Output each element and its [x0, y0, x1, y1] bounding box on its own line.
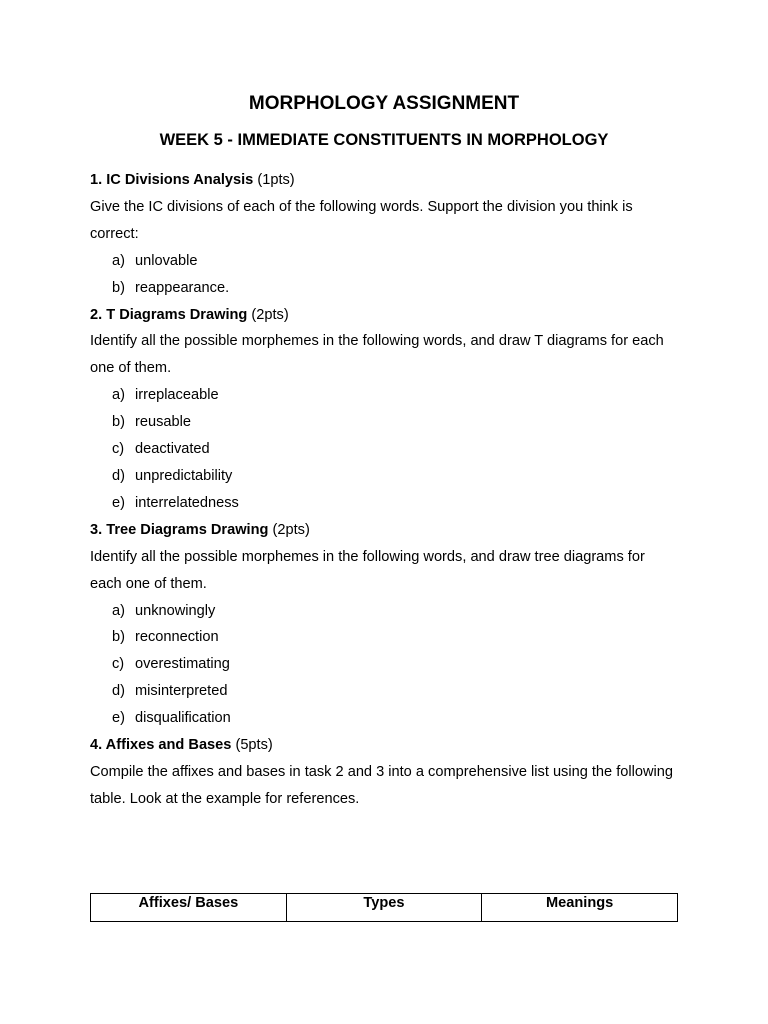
- table-header-row: [91, 894, 678, 922]
- list-item: [90, 624, 680, 651]
- list-marker: a): [112, 252, 125, 269]
- column-header-meanings: Meanings: [482, 894, 678, 922]
- list-marker: b): [112, 629, 125, 646]
- list-word: reusable: [135, 414, 191, 431]
- list-marker: b): [112, 279, 125, 296]
- list-item: [90, 705, 680, 732]
- section-1: [90, 167, 680, 302]
- list-item: [90, 678, 680, 705]
- list-marker: a): [112, 602, 125, 619]
- column-header-types: Types: [286, 894, 482, 922]
- document-title: MORPHOLOGY ASSIGNMENT: [248, 93, 520, 114]
- list-marker: e): [112, 494, 125, 511]
- list-item: [90, 248, 680, 275]
- section-points: (1pts): [253, 172, 295, 188]
- list-item: [90, 409, 680, 436]
- section-heading: [90, 302, 680, 329]
- list-word: irreplaceable: [135, 387, 219, 404]
- section-heading: [90, 167, 680, 194]
- list-marker: a): [112, 387, 125, 404]
- section-instruction: Identify all the possible morphemes in the following words, and draw tree diagrams for each one of them.: [90, 548, 645, 592]
- section-title: 3. Tree Diagrams Drawing: [90, 521, 269, 538]
- word-list: [90, 382, 680, 517]
- list-marker: d): [112, 467, 125, 484]
- affix-table: [90, 893, 678, 922]
- section-title: 2. T Diagrams Drawing: [90, 306, 248, 323]
- list-word: disqualification: [135, 710, 231, 727]
- section-points: (2pts): [268, 521, 310, 538]
- list-item: [90, 651, 680, 678]
- section-4: [90, 732, 680, 813]
- list-word: unpredictability: [135, 467, 233, 484]
- affix-table-container: [90, 893, 678, 922]
- section-title: 4. Affixes and Bases: [90, 737, 232, 754]
- list-word: reappearance.: [135, 279, 230, 296]
- list-marker: e): [112, 710, 125, 727]
- list-word: unlovable: [135, 252, 198, 269]
- section-instruction: Compile the affixes and bases in task 2 and 3 into a comprehensive list using the following table. Look at the example for references.: [90, 763, 674, 807]
- list-item: [90, 598, 680, 625]
- word-list: [90, 248, 680, 302]
- list-item: [90, 382, 680, 409]
- list-item: [90, 490, 680, 517]
- list-marker: c): [112, 441, 125, 458]
- list-marker: c): [112, 656, 125, 673]
- section-title: 1. IC Divisions Analysis: [90, 172, 254, 188]
- list-word: deactivated: [135, 441, 210, 458]
- word-list: [90, 598, 680, 733]
- list-item: [90, 275, 680, 302]
- list-item: [90, 436, 680, 463]
- section-points: (2pts): [247, 306, 289, 323]
- section-instruction: Give the IC divisions of each of the following words. Support the division you think is correct:: [90, 198, 633, 242]
- list-marker: d): [112, 683, 125, 700]
- section-3: [90, 517, 680, 732]
- section-points: (5pts): [231, 737, 273, 754]
- list-word: unknowingly: [135, 602, 216, 619]
- list-item: [90, 463, 680, 490]
- section-instruction: Identify all the possible morphemes in the following words, and draw T diagrams for each one of them.: [90, 333, 664, 377]
- section-heading: [90, 732, 680, 759]
- section-heading: [90, 517, 680, 544]
- list-word: overestimating: [135, 656, 230, 673]
- document-subtitle: WEEK 5 - IMMEDIATE CONSTITUENTS IN MORPHOLOGY: [159, 131, 609, 149]
- section-2: [90, 302, 680, 517]
- column-header-affixes-bases: Affixes/ Bases: [91, 894, 287, 922]
- list-word: misinterpreted: [135, 683, 228, 700]
- list-word: interrelatedness: [135, 494, 239, 511]
- assignment-body: [90, 167, 680, 813]
- list-word: reconnection: [135, 629, 219, 646]
- list-marker: b): [112, 414, 125, 431]
